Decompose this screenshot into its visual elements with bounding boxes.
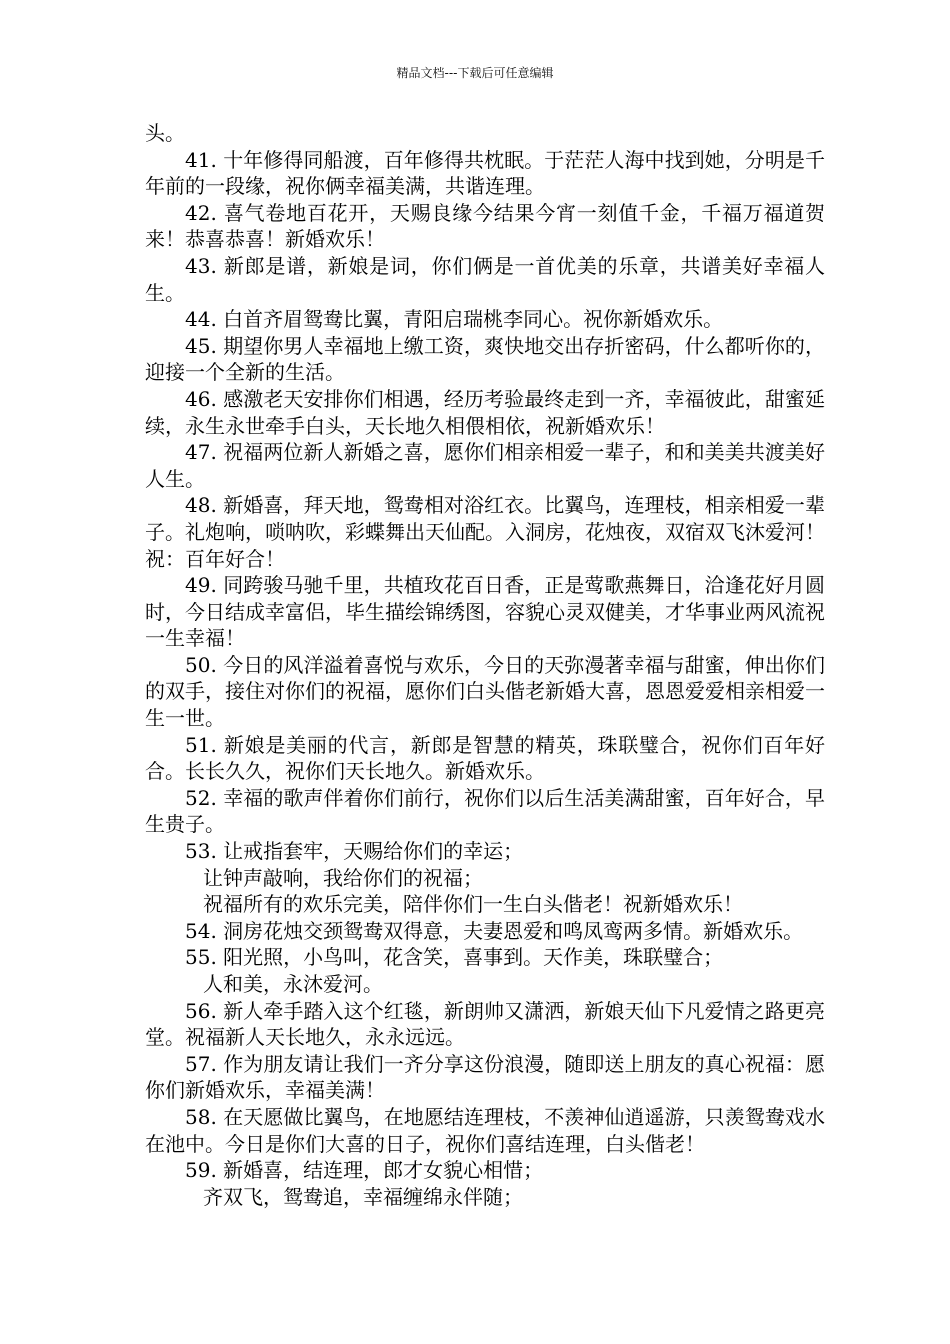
numbered-paragraph: 48. 新婚喜，拜天地，鸳鸯相对浴红衣。比翼鸟，连理枝，相亲相爱一辈子。礼炮响，唢呐吹，彩蝶舞出天仙配。入洞房，花烛夜，双宿双飞沐爱河！祝：百年好合！ [145,493,825,571]
numbered-paragraph: 41. 十年修得同船渡，百年修得共枕眠。于茫茫人海中找到她，分明是千年前的一段缘，祝你俩幸福美满，共谐连理。 [145,147,825,199]
numbered-paragraph: 56. 新人牵手踏入这个红毯，新朗帅又潇洒，新娘天仙下凡爱情之路更亮堂。祝福新人天长地久，永永远远。 [145,998,825,1050]
numbered-paragraph: 45. 期望你男人幸福地上缴工资，爽快地交出存折密码，什么都听你的，迎接一个全新的生活。 [145,333,825,385]
verse-line: 让钟声敲响，我给你们的祝福； [203,865,483,890]
numbered-paragraph: 52. 幸福的歌声伴着你们前行，祝你们以后生活美满甜蜜，百年好合，早生贵子。 [145,785,825,837]
paragraph-continuation: 头。 [145,121,185,145]
numbered-paragraph: 46. 感激老天安排你们相遇，经历考验最终走到一齐，幸福彼此，甜蜜延续，永生永世牵手白头，天长地久相偎相依，祝新婚欢乐！ [145,386,825,438]
numbered-paragraph: 47. 祝福两位新人新婚之喜，愿你们相亲相爱一辈子，和和美美共渡美好人生。 [145,440,825,491]
page-header: 精品文档---下载后可任意编辑 [396,66,554,80]
document-body [145,120,825,1210]
numbered-paragraph: 49. 同跨骏马驰千里，共植玫花百日香，正是莺歌燕舞日，洽逢花好月圆时，今日结成幸富侣，毕生描绘锦绣图，容貌心灵双健美，才华事业两风流祝一生幸福！ [145,573,825,651]
verse-line: 人和美，永沐爱河。 [203,972,383,996]
numbered-paragraph: 58. 在天愿做比翼鸟，在地愿结连理枝，不羡神仙逍遥游，只羡鸳鸯戏水在池中。今日是你们大喜的日子，祝你们喜结连理，白头偕老！ [145,1104,825,1156]
numbered-paragraph: 53. 让戒指套牢，天赐给你们的幸运； [185,839,524,864]
numbered-paragraph: 54. 洞房花烛交颈鸳鸯双得意，夫妻恩爱和鸣凤鸾两多情。新婚欢乐。 [185,918,804,943]
verse-line: 齐双飞，鸳鸯追，幸福缠绵永伴随； [203,1184,523,1209]
numbered-paragraph: 51. 新娘是美丽的代言，新郎是智慧的精英，珠联璧合，祝你们百年好合。长长久久，祝你们天长地久。新婚欢乐。 [145,732,825,784]
numbered-paragraph: 50. 今日的风洋溢着喜悦与欢乐，今日的天弥漫著幸福与甜蜜，伸出你们的双手，接住对你们的祝福，愿你们白头偕老新婚大喜，恩恩爱爱相亲相爱一生一世。 [145,652,825,731]
verse-line: 祝福所有的欢乐完美，陪伴你们一生白头偕老！祝新婚欢乐！ [203,892,743,917]
numbered-paragraph: 42. 喜气卷地百花开，天赐良缘今结果今宵一刻值千金，千福万福道贺来！恭喜恭喜！新婚欢乐！ [145,200,825,252]
numbered-paragraph: 43. 新郎是谱，新娘是词，你们俩是一首优美的乐章，共谱美好幸福人生。 [145,253,825,305]
numbered-paragraph: 55. 阳光照，小鸟叫，花含笑，喜事到。天作美，珠联璧合； [185,945,724,970]
numbered-paragraph: 57. 作为朋友请让我们一齐分享这份浪漫，随即送上朋友的真心祝福：愿你们新婚欢乐，幸福美满！ [145,1051,825,1103]
numbered-paragraph: 44. 白首齐眉鸳鸯比翼，青阳启瑞桃李同心。祝你新婚欢乐。 [185,307,724,332]
numbered-paragraph: 59. 新婚喜，结连理，郎才女貌心相惜； [185,1158,544,1183]
